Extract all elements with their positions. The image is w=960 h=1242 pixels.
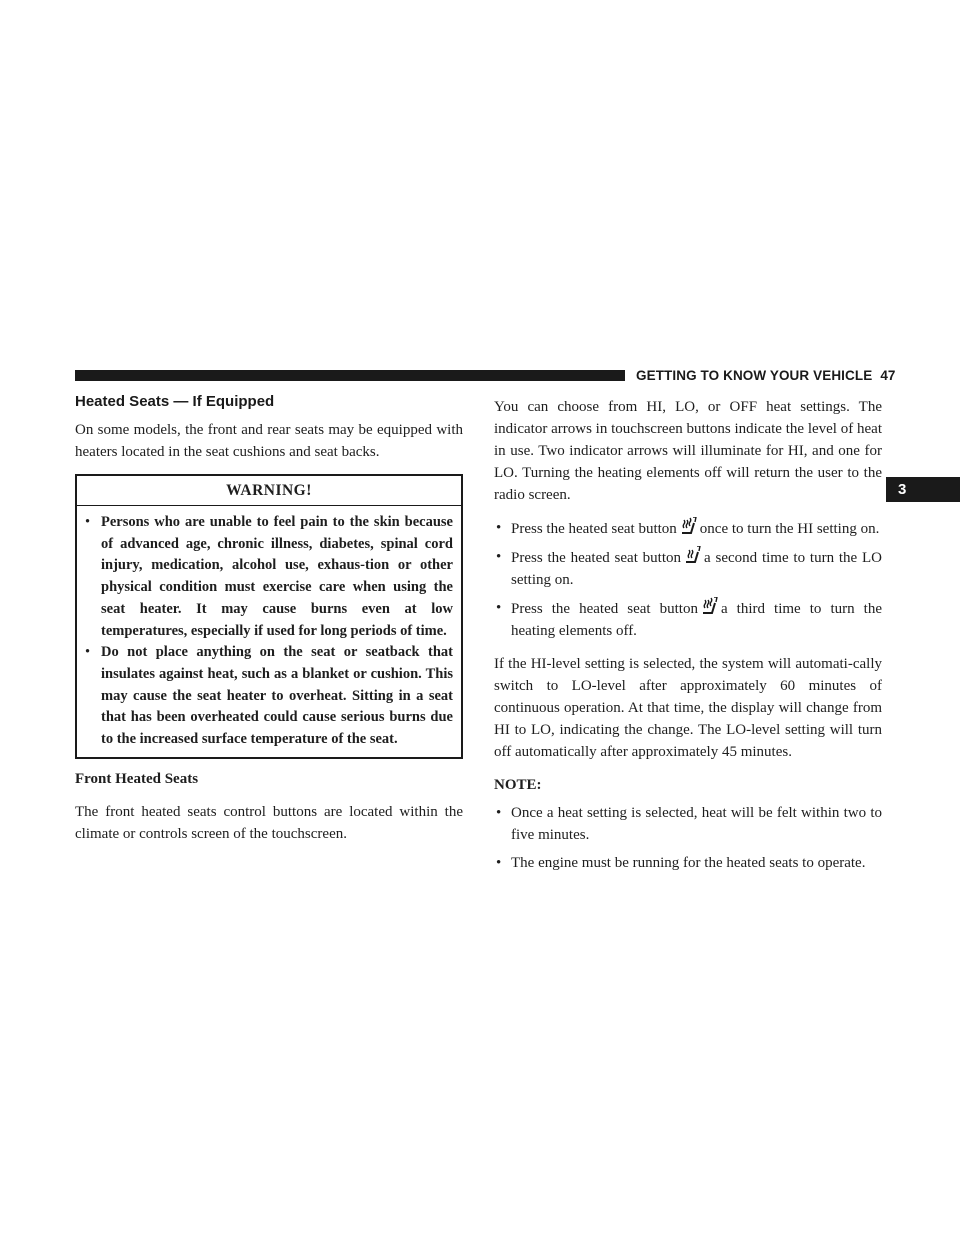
instruction-text: a second time to turn the LO setting on. — [511, 550, 882, 588]
front-seats-paragraph: The front heated seats control buttons are located within the climate or controls screen of the touchscreen. — [75, 803, 463, 842]
hi-level-paragraph: If the HI-level setting is selected, the system will automati-cally switch to LO-level after approximately 60 minutes of continuous operation. At that time, the display will change from HI to LO, indicating the change. The LO-level setting will turn off automatically after approximately 45 minutes. — [494, 656, 882, 760]
bullet-glyph: • — [496, 520, 502, 536]
page-number: 47 — [880, 368, 896, 383]
list-item — [494, 597, 882, 642]
list-item — [494, 546, 882, 591]
warning-list — [77, 506, 461, 757]
bullet-glyph: • — [496, 855, 502, 871]
warning-text: Do not place anything on the seat or seatback that insulates against heat, such as a blanket or cushion. This may cause the seat heater to overheat. Sitting in a seat that has been overheated could cause serious burns due to the increased surface temperature of the seat. — [101, 644, 453, 748]
header-rule — [75, 370, 625, 381]
note-label: NOTE: — [494, 777, 542, 793]
bullet-glyph: • — [85, 514, 91, 530]
note-text: The engine must be running for the heated seats to operate. — [511, 855, 866, 871]
instruction-text: Press the heated seat button — [511, 601, 698, 617]
warning-title: WARNING! — [77, 476, 461, 506]
bullet-glyph: • — [496, 600, 502, 616]
heated-seat-off-icon — [700, 597, 719, 615]
warning-item — [85, 642, 453, 751]
instruction-text: once to turn the HI setting on. — [699, 521, 880, 537]
heated-seat-lo-icon — [683, 546, 702, 564]
list-item — [494, 802, 882, 846]
warning-item — [85, 512, 453, 642]
list-item — [494, 852, 882, 874]
right-column — [494, 396, 882, 885]
instruction-text: Press the heated seat button — [511, 550, 682, 566]
instruction-text: Press the heated seat button — [511, 521, 677, 537]
heated-seat-hi-icon — [679, 517, 698, 535]
bullet-glyph: • — [85, 644, 91, 661]
warning-box — [75, 474, 463, 759]
bullet-glyph: • — [496, 549, 502, 565]
note-text: Once a heat setting is selected, heat will be felt within two to five minutes. — [511, 805, 882, 843]
press-instructions-list — [494, 517, 882, 642]
running-header — [636, 368, 896, 384]
bullet-glyph: • — [496, 805, 502, 821]
list-item — [494, 517, 882, 540]
chapter-tab: 3 — [886, 477, 960, 502]
instruction-text: a third time to turn the heating elements off. — [511, 601, 882, 639]
note-list — [494, 802, 882, 874]
left-column — [75, 392, 463, 856]
heat-settings-paragraph: You can choose from HI, LO, or OFF heat settings. The indicator arrows in touchscreen buttons indicate the level of heat in use. Two indicator arrows will illuminate for HI, and one for LO. Turning the heating elements off will return the user to the radio screen. — [494, 399, 882, 503]
chapter-title: GETTING TO KNOW YOUR VEHICLE — [636, 368, 873, 383]
subheading-front-heated-seats: Front Heated Seats — [75, 770, 199, 787]
section-heading: Heated Seats — If Equipped — [75, 393, 275, 410]
intro-paragraph: On some models, the front and rear seats may be equipped with heaters located in the seat cushions and seat backs. — [75, 422, 463, 460]
warning-text: Persons who are unable to feel pain to the skin because of advanced age, chronic illness, diabetes, spinal cord injury, medication, alcohol use, exhaus-tion or other physical condition must exercise care when using the seat heater. It may cause burns even at low temperatures, especially if used for long periods of time. — [101, 514, 453, 639]
